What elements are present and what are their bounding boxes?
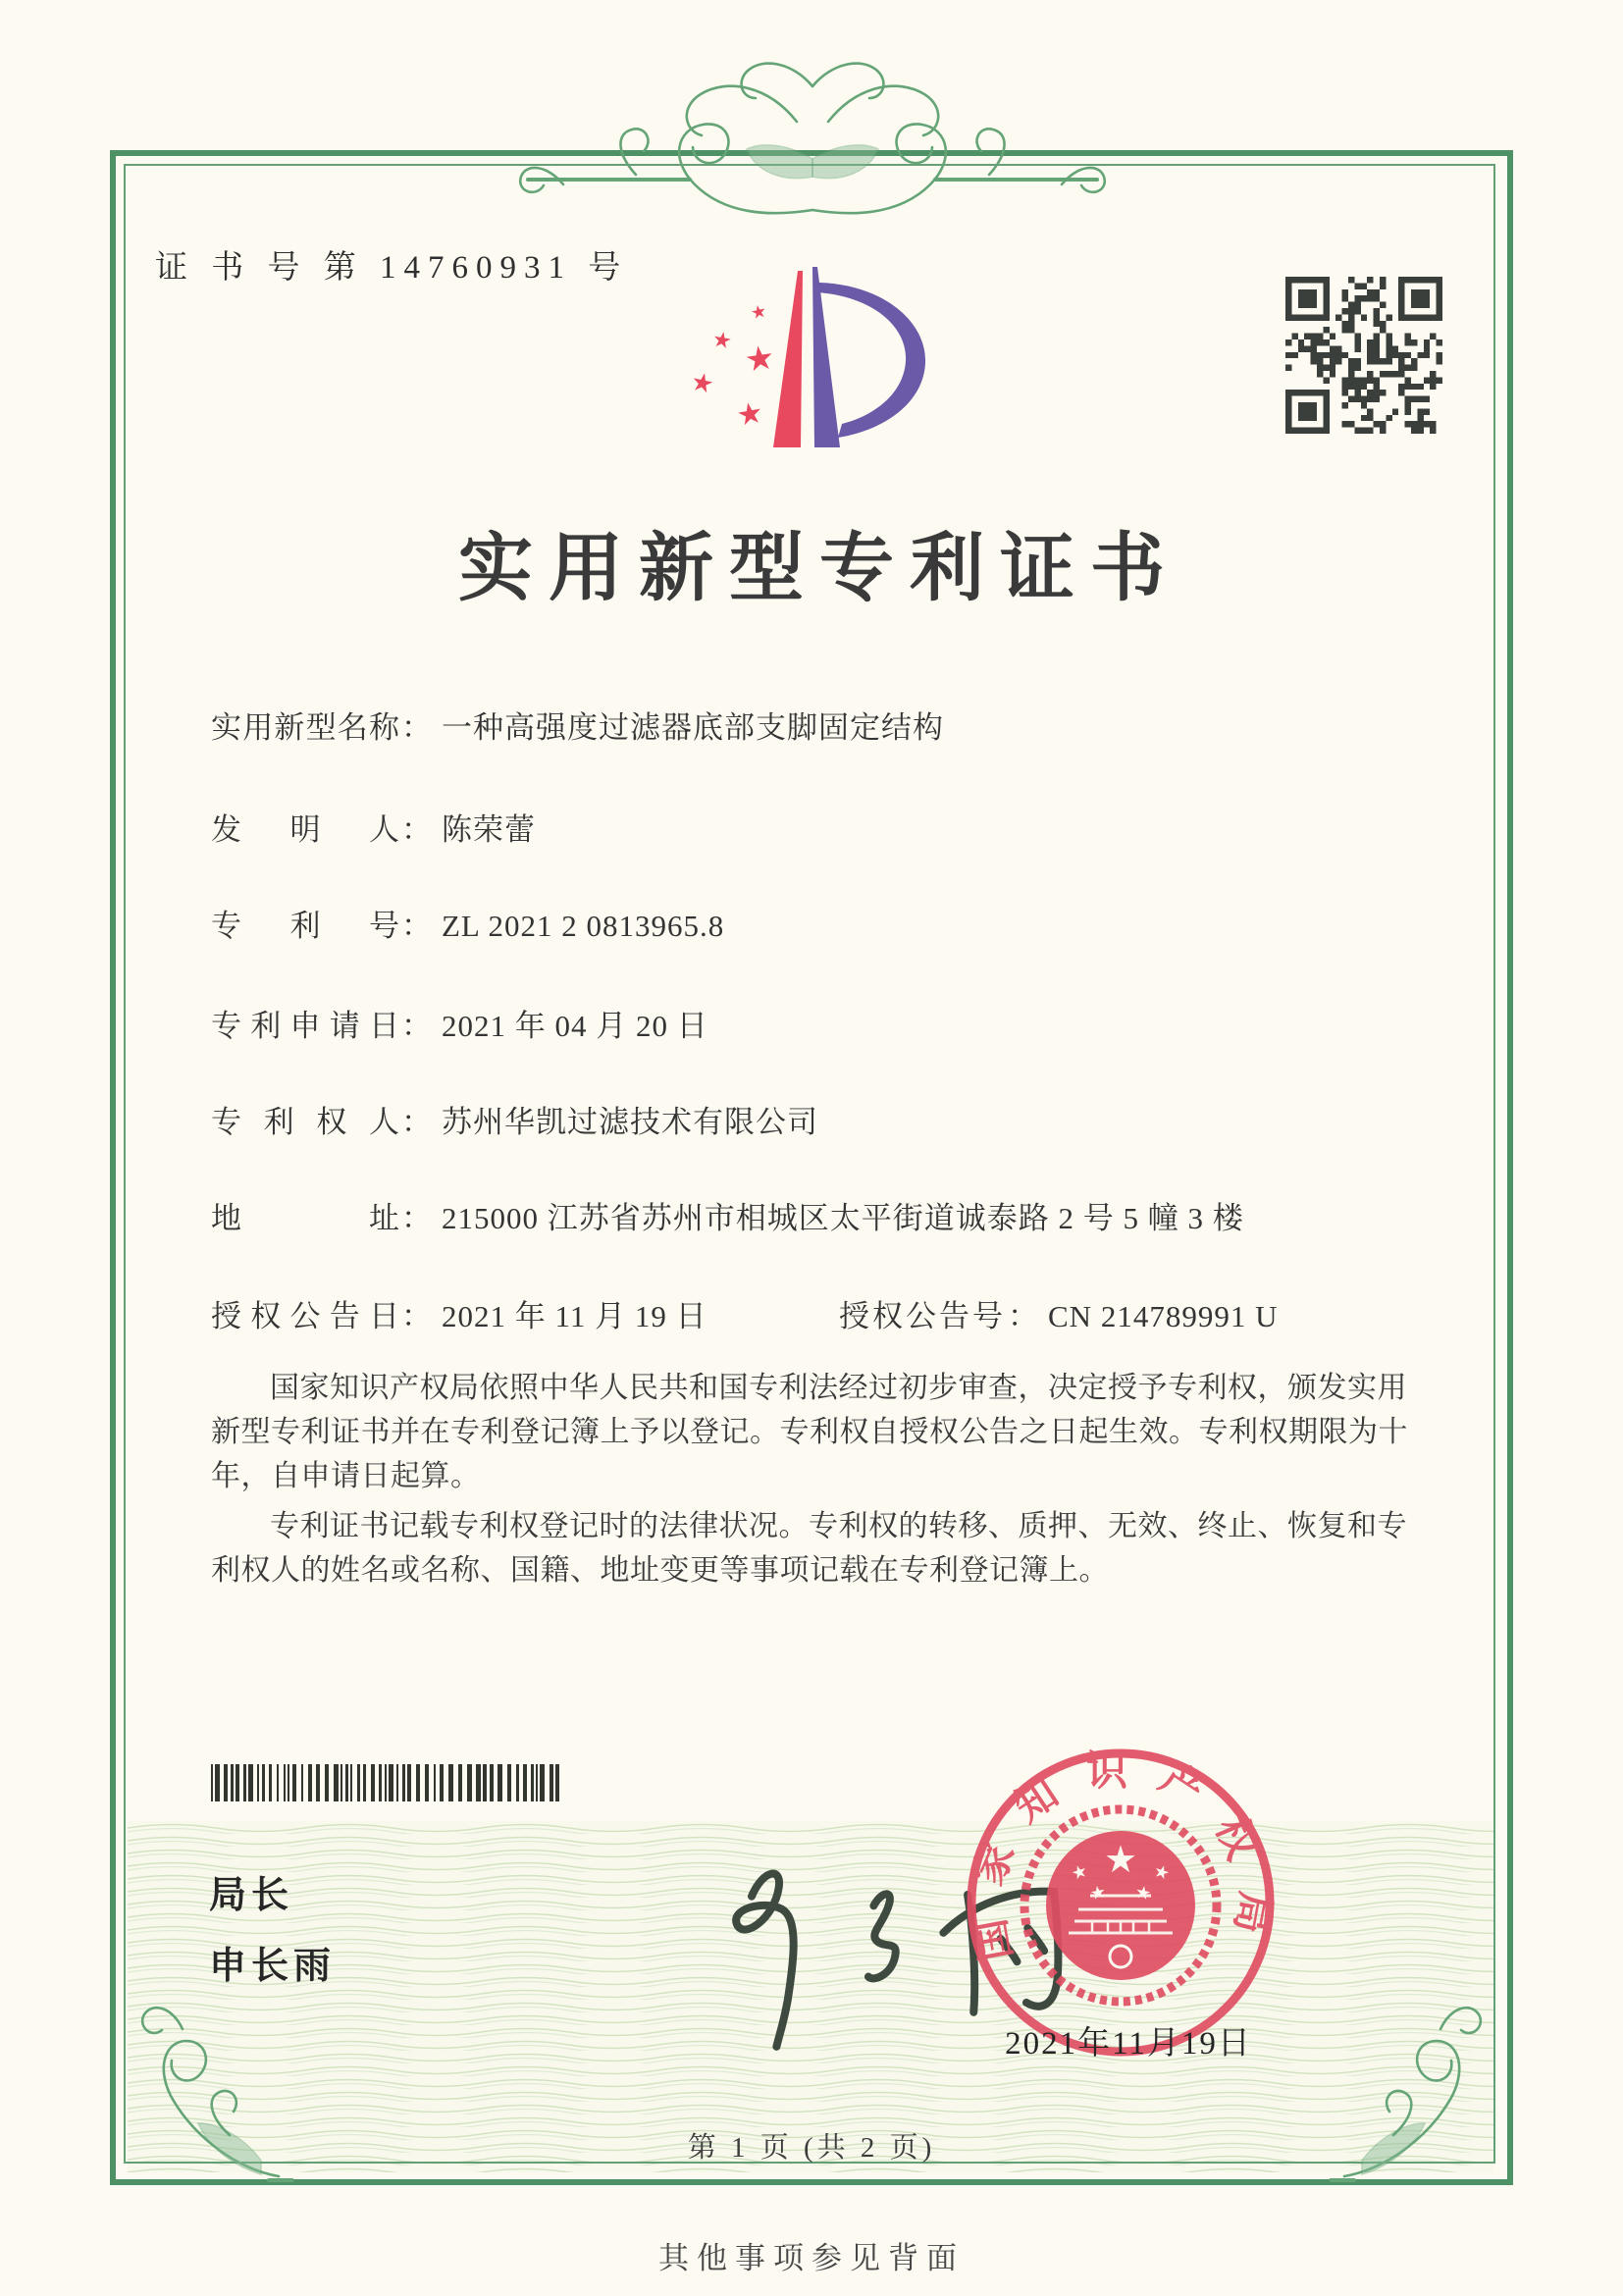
field-colon: ： (401, 1105, 432, 1139)
field-label: 专利申请日 (211, 1009, 399, 1043)
cnipa-patent-logo-icon (636, 235, 993, 465)
seal-ring-text: 国家知识产权局 (964, 1748, 1278, 1964)
page-number-footer: 第 1 页 (共 2 页) (687, 2132, 936, 2164)
field-row-address (211, 1193, 1447, 1237)
svg-text:★: ★ (742, 338, 778, 381)
field-label: 授权公告号 (839, 1299, 1006, 1333)
field-label: 专利号 (211, 909, 399, 943)
svg-text:★: ★ (710, 327, 734, 355)
field-row-utility-model-name (211, 703, 1447, 747)
field-label: 专利权人 (211, 1105, 399, 1139)
field-value: 2021 年 04 月 20 日 (442, 1009, 708, 1043)
svg-text:★: ★ (733, 394, 766, 435)
field-row-grant-date (211, 1291, 1447, 1335)
field-row-filing-date (211, 1001, 1447, 1045)
national-emblem-icon (1024, 1809, 1217, 2002)
field-label: 发明人 (211, 812, 399, 847)
field-pair-grant-number (839, 1291, 1278, 1335)
field-colon: ： (1008, 1299, 1038, 1333)
barcode (211, 1764, 564, 1801)
legal-paragraph-1: 国家知识产权局依照中华人民共和国专利法经过初步审查，决定授予专利权，颁发实用新型专利证书并在专利登记簿上予以登记。专利权自授权公告之日起生效。专利权期限为十年，自申请日起算。 (211, 1372, 1408, 1492)
qr-code (1285, 277, 1442, 434)
field-value: 一种高强度过滤器底部支脚固定结构 (442, 710, 944, 745)
field-label: 授权公告日 (211, 1299, 399, 1333)
svg-text:★: ★ (1133, 1881, 1153, 1905)
field-value: CN 214789991 U (1048, 1299, 1279, 1333)
field-colon: ： (401, 1009, 432, 1043)
director-title-label: 局长 (209, 1875, 294, 1916)
field-value: 2021 年 11 月 19 日 (442, 1299, 707, 1333)
legal-body-text (211, 1366, 1420, 1598)
svg-text:★: ★ (1150, 1859, 1173, 1885)
seal-date: 2021年11月19日 (1005, 2026, 1252, 2061)
field-value: ZL 2021 2 0813965.8 (442, 909, 725, 943)
field-value: 陈荣蕾 (442, 812, 536, 847)
svg-text:★: ★ (1069, 1859, 1091, 1885)
field-value: 苏州华凯过滤技术有限公司 (442, 1105, 818, 1139)
field-value: 215000 江苏省苏州市相城区太平街道诚泰路 2 号 5 幢 3 楼 (442, 1201, 1244, 1235)
field-label: 实用新型名称 (211, 710, 399, 745)
field-row-patent-number (211, 901, 1447, 945)
field-colon: ： (401, 1299, 432, 1333)
field-colon: ： (401, 710, 432, 745)
reverse-side-note: 其他事项参见背面 (658, 2241, 965, 2275)
field-colon: ： (401, 909, 432, 943)
svg-text:★: ★ (1088, 1881, 1108, 1905)
svg-text:★: ★ (1103, 1838, 1138, 1881)
certificate-number: 证 书 号 第 14760931 号 (155, 250, 629, 286)
svg-text:★: ★ (688, 366, 717, 401)
field-row-inventor (211, 805, 1447, 849)
top-scrollwork-ornament-icon (469, 27, 1156, 232)
svg-text:★: ★ (749, 300, 769, 325)
director-name: 申长雨 (209, 1946, 337, 1987)
field-label: 地址 (211, 1201, 399, 1235)
field-colon: ： (401, 1201, 432, 1235)
certificate-title: 实用新型专利证书 (458, 528, 1180, 610)
field-row-patentee (211, 1097, 1447, 1141)
field-colon: ： (401, 812, 432, 847)
legal-paragraph-2: 专利证书记载专利权登记时的法律状况。专利权的转移、质押、无效、终止、恢复和专利权人的姓名或名称、国籍、地址变更等事项记载在专利登记簿上。 (211, 1510, 1407, 1587)
